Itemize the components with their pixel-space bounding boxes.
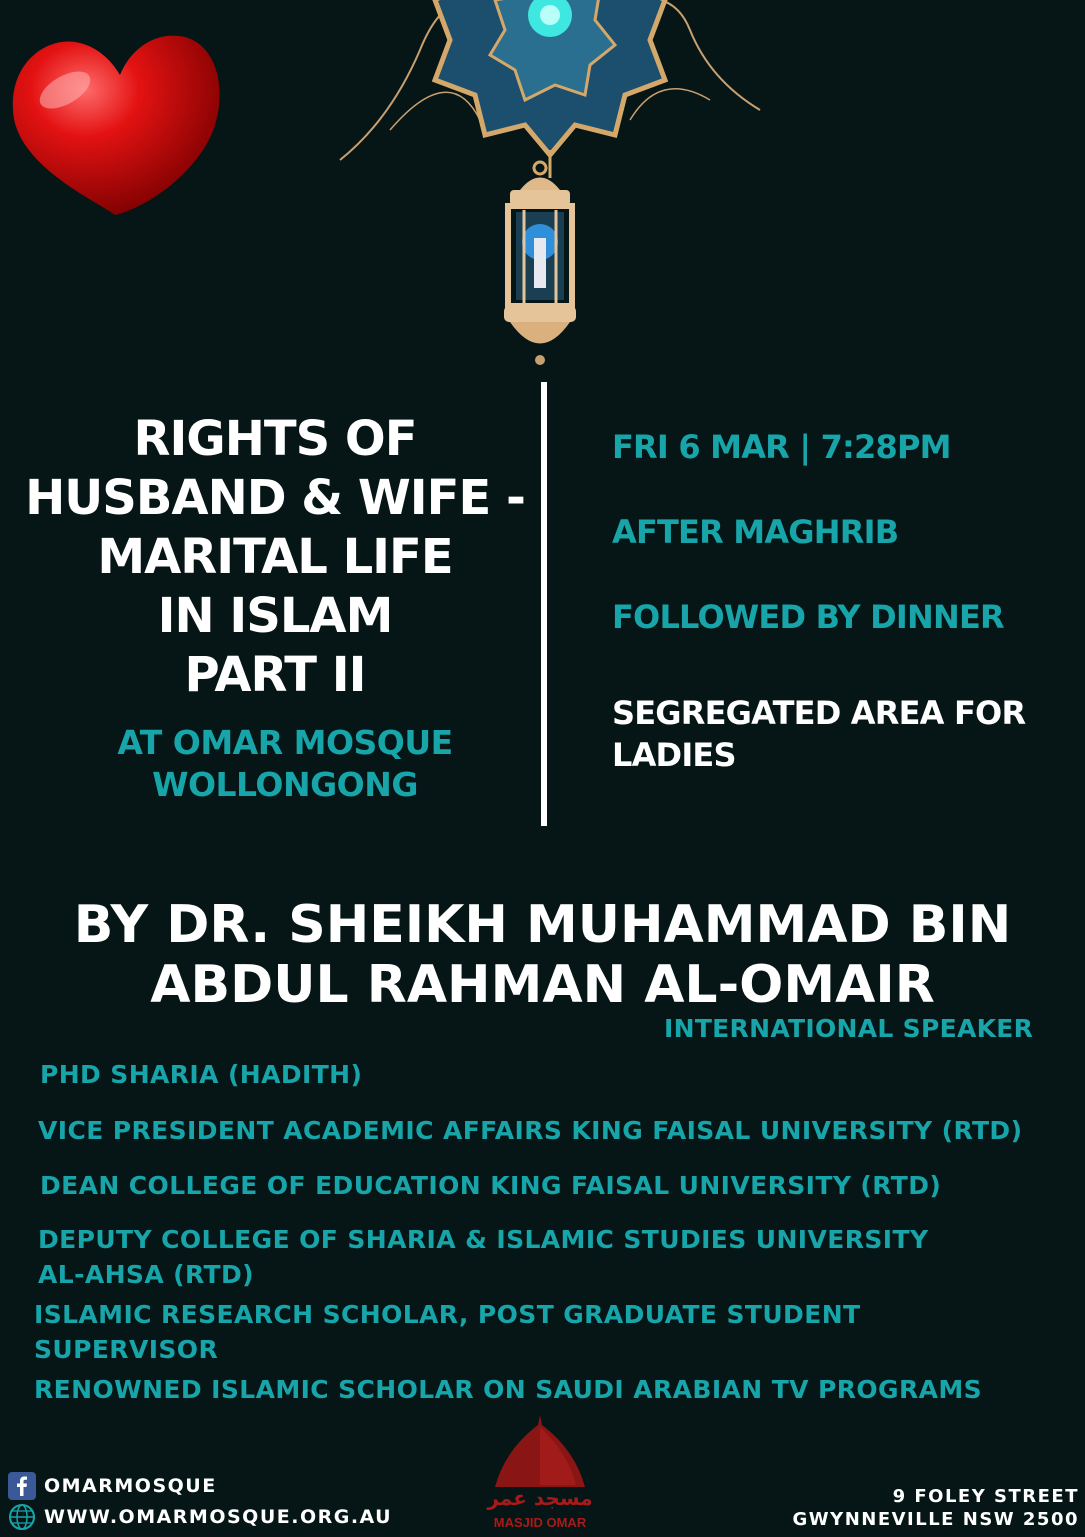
- speaker-name: [40, 895, 1045, 1015]
- event-dinner: FOLLOWED BY DINNER: [612, 598, 1004, 636]
- title-line: PART II: [184, 647, 366, 703]
- credential-item: AL-AHSA (RTD): [38, 1260, 254, 1289]
- vertical-divider: [541, 382, 547, 826]
- event-after-prayer: AFTER MAGHRIB: [612, 513, 899, 551]
- credential-item: RENOWNED ISLAMIC SCHOLAR ON SAUDI ARABIAN TV PROGRAMS: [34, 1375, 983, 1404]
- facebook-icon: [8, 1472, 36, 1500]
- title-line: IN ISLAM: [157, 588, 393, 644]
- heart-icon: [5, 15, 225, 220]
- ladies-line: SEGREGATED AREA FOR: [612, 694, 1026, 732]
- event-ladies-note: [612, 692, 1025, 776]
- title-line: MARITAL LIFE: [97, 529, 453, 585]
- logo-arabic-text: مسجد عمر: [487, 1486, 593, 1510]
- speaker-line: ABDUL RAHMAN AL-OMAIR: [150, 955, 935, 1015]
- title-line: RIGHTS OF: [133, 411, 417, 467]
- lantern-icon: [490, 160, 590, 370]
- speaker-subtitle: INTERNATIONAL SPEAKER: [664, 1014, 1034, 1043]
- contact-links: [8, 1470, 392, 1532]
- venue-line: WOLLONGONG: [152, 765, 418, 804]
- title-line: HUSBAND & WIFE -: [25, 470, 525, 526]
- mosque-logo: [480, 1415, 600, 1533]
- address-line: 9 FOLEY STREET: [892, 1486, 1079, 1507]
- event-date-time: FRI 6 MAR | 7:28PM: [612, 428, 951, 466]
- credential-item: ISLAMIC RESEARCH SCHOLAR, POST GRADUATE STUDENT: [34, 1300, 861, 1329]
- credential-item: PHD SHARIA (HADITH): [40, 1060, 363, 1089]
- mosque-dome-icon: [480, 1415, 600, 1533]
- ladies-line: LADIES: [612, 736, 736, 774]
- website-url: WWW.OMARMOSQUE.ORG.AU: [44, 1505, 393, 1528]
- mosque-address: [793, 1485, 1079, 1531]
- logo-text: MASJID OMAR: [493, 1515, 587, 1530]
- facebook-link[interactable]: [8, 1470, 392, 1501]
- website-link[interactable]: [8, 1501, 392, 1532]
- address-line: GWYNNEVILLE NSW 2500: [792, 1509, 1079, 1530]
- globe-icon: [8, 1503, 36, 1531]
- credential-item: DEAN COLLEGE OF EDUCATION KING FAISAL UNIVERSITY (RTD): [40, 1171, 942, 1200]
- facebook-handle: OMARMOSQUE: [44, 1474, 217, 1497]
- credential-item: SUPERVISOR: [34, 1335, 219, 1364]
- speaker-line: BY DR. SHEIKH MUHAMMAD BIN: [73, 895, 1012, 955]
- credential-item: DEPUTY COLLEGE OF SHARIA & ISLAMIC STUDIES UNIVERSITY: [38, 1225, 929, 1254]
- credential-item: VICE PRESIDENT ACADEMIC AFFAIRS KING FAISAL UNIVERSITY (RTD): [38, 1116, 1023, 1145]
- event-venue: [60, 722, 510, 806]
- event-title: [20, 410, 530, 705]
- ornament-icon: [330, 0, 770, 180]
- venue-line: AT OMAR MOSQUE: [117, 723, 453, 762]
